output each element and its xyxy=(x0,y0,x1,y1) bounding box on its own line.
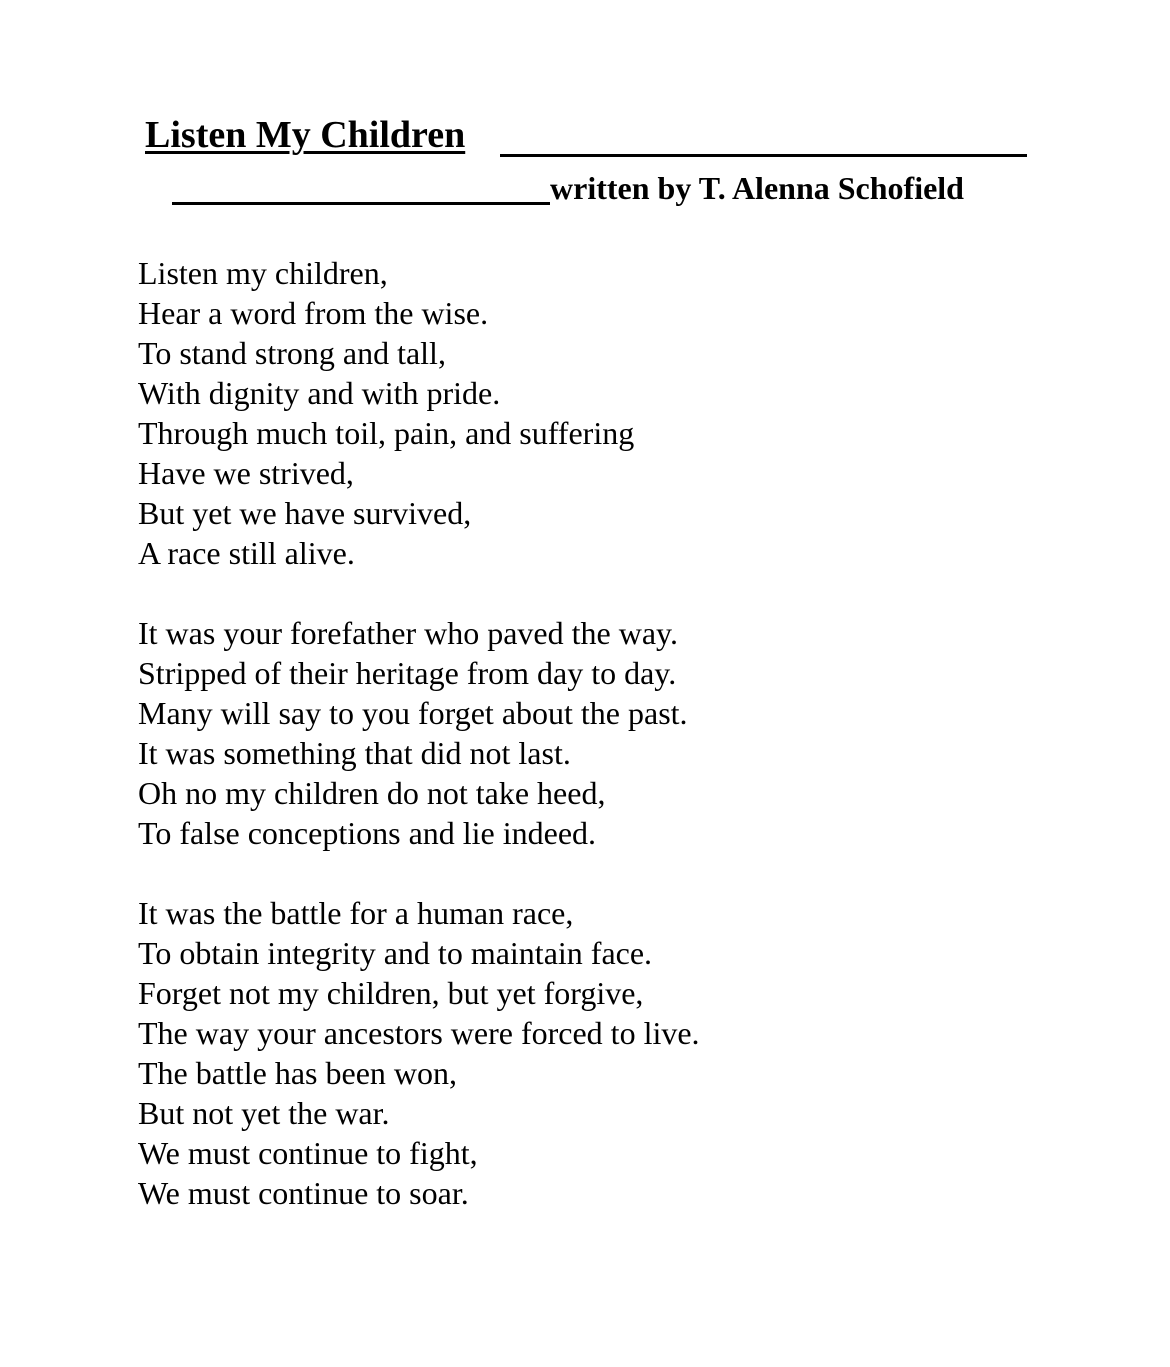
poem-title: Listen My Children xyxy=(145,114,466,156)
stanza-1 xyxy=(138,253,1038,573)
poem-line: Have we strived, xyxy=(138,455,354,491)
poem-line: Forget not my children, but yet forgive, xyxy=(138,975,644,1011)
poem-line: But yet we have survived, xyxy=(138,495,472,531)
title-line xyxy=(145,112,1027,158)
byline-line xyxy=(172,168,1000,208)
poem-line: Oh no my children do not take heed, xyxy=(138,775,606,811)
poem-line: To obtain integrity and to maintain face. xyxy=(138,935,653,971)
poem-line: It was something that did not last. xyxy=(138,735,571,771)
poem-line: We must continue to soar. xyxy=(138,1175,469,1211)
poem-line: The battle has been won, xyxy=(138,1055,457,1091)
poem-line: Through much toil, pain, and suffering xyxy=(138,415,635,451)
poem-line: Stripped of their heritage from day to day. xyxy=(138,655,677,691)
author-byline: written by T. Alenna Schofield xyxy=(550,170,964,206)
poem-line: To stand strong and tall, xyxy=(138,335,446,371)
poem-line: A race still alive. xyxy=(138,535,355,571)
poem-line: But not yet the war. xyxy=(138,1095,390,1131)
poem-line: We must continue to fight, xyxy=(138,1135,478,1171)
stanza-2 xyxy=(138,613,1038,853)
stanza-3 xyxy=(138,893,1038,1213)
poem-line: Hear a word from the wise. xyxy=(138,295,489,331)
poem-line: It was the battle for a human race, xyxy=(138,895,574,931)
byline-blank-rule xyxy=(172,202,550,205)
poem-body xyxy=(138,253,1038,1253)
poem-line: With dignity and with pride. xyxy=(138,375,501,411)
poem-line: Listen my children, xyxy=(138,255,388,291)
poem-line: It was your forefather who paved the way. xyxy=(138,615,678,651)
poem-line: The way your ancestors were forced to live. xyxy=(138,1015,700,1051)
poem-line: To false conceptions and lie indeed. xyxy=(138,815,597,851)
title-underline-rule xyxy=(500,154,1027,157)
poem-line: Many will say to you forget about the past. xyxy=(138,695,688,731)
